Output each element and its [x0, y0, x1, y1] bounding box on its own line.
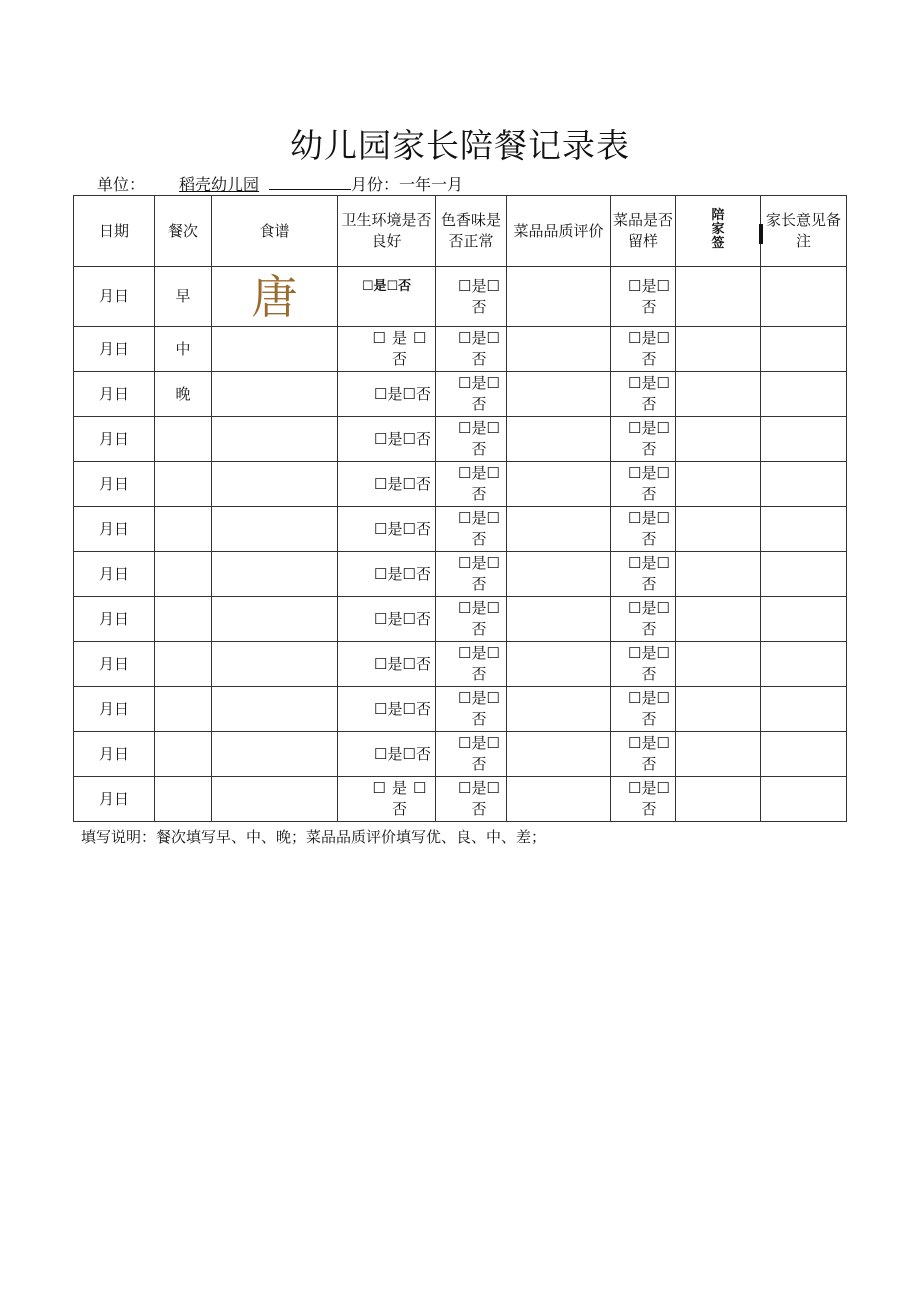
- sample-checkbox-cell[interactable]: ☐是☐否: [611, 267, 676, 327]
- meal-cell[interactable]: [155, 552, 212, 597]
- table-row: [74, 642, 847, 687]
- meal-cell[interactable]: [155, 732, 212, 777]
- meal-cell[interactable]: [155, 417, 212, 462]
- quality-cell[interactable]: [507, 552, 611, 597]
- hygiene-checkbox-cell[interactable]: ☐是☐否: [338, 597, 436, 642]
- flavor-checkbox-cell[interactable]: ☐是☐否: [436, 462, 507, 507]
- unit-value: 稻壳幼儿园: [179, 175, 260, 194]
- hygiene-checkbox-cell[interactable]: ☐是☐否: [338, 462, 436, 507]
- meal-cell[interactable]: [155, 687, 212, 732]
- sign-cell[interactable]: [676, 267, 761, 327]
- sign-cell[interactable]: [676, 417, 761, 462]
- quality-cell[interactable]: [507, 417, 611, 462]
- sample-checkbox-cell[interactable]: ☐是☐否: [611, 597, 676, 642]
- table-row: [74, 687, 847, 732]
- fill-instructions: 填写说明：餐次填写早、中、晚；菜品品质评价填写优、良、中、差；: [81, 828, 547, 846]
- table-row: [74, 777, 847, 822]
- hygiene-checkbox-cell[interactable]: ☐是☐否: [338, 642, 436, 687]
- flavor-checkbox-cell[interactable]: ☐是☐否: [436, 372, 507, 417]
- quality-cell[interactable]: [507, 642, 611, 687]
- meal-cell[interactable]: 晚: [155, 372, 212, 417]
- header-sign-text: 陪家签: [711, 208, 725, 251]
- date-cell[interactable]: 月日: [74, 552, 155, 597]
- table-row: [74, 372, 847, 417]
- opinion-cell[interactable]: [761, 462, 847, 507]
- hygiene-checkbox-cell[interactable]: ☐是☐否: [338, 267, 436, 327]
- header-recipe: 食谱: [212, 196, 338, 267]
- recipe-cell[interactable]: [212, 642, 338, 687]
- date-cell[interactable]: 月日: [74, 597, 155, 642]
- meal-cell[interactable]: [155, 507, 212, 552]
- date-cell[interactable]: 月日: [74, 642, 155, 687]
- recipe-cell[interactable]: [212, 327, 338, 372]
- recipe-cell[interactable]: [212, 507, 338, 552]
- hygiene-checkbox-cell[interactable]: ☐是☐否: [338, 687, 436, 732]
- sign-cell[interactable]: [676, 507, 761, 552]
- recipe-cell[interactable]: [212, 777, 338, 822]
- opinion-cell[interactable]: [761, 267, 847, 327]
- flavor-checkbox-cell[interactable]: ☐是☐否: [436, 507, 507, 552]
- sign-cell[interactable]: [676, 597, 761, 642]
- sample-checkbox-cell[interactable]: ☐是☐否: [611, 372, 676, 417]
- date-cell[interactable]: 月日: [74, 732, 155, 777]
- sample-checkbox-cell[interactable]: ☐是☐否: [611, 642, 676, 687]
- hygiene-checkbox-cell[interactable]: ☐是☐否: [338, 777, 436, 822]
- flavor-checkbox-cell[interactable]: ☐是☐否: [436, 327, 507, 372]
- opinion-cell[interactable]: [761, 417, 847, 462]
- unit-blank-line: [269, 175, 351, 190]
- meal-record-table: [73, 195, 847, 822]
- sign-cell[interactable]: [676, 372, 761, 417]
- sample-checkbox-cell[interactable]: ☐是☐否: [611, 462, 676, 507]
- header-sample: 菜品是否留样: [611, 196, 676, 267]
- sample-checkbox-cell[interactable]: ☐是☐否: [611, 777, 676, 822]
- table-row: [74, 462, 847, 507]
- date-cell[interactable]: 月日: [74, 462, 155, 507]
- month-label: 月份：一年一月: [351, 175, 464, 194]
- date-cell[interactable]: 月日: [74, 687, 155, 732]
- quality-cell[interactable]: [507, 732, 611, 777]
- hygiene-checkbox-cell[interactable]: ☐是☐否: [338, 552, 436, 597]
- opinion-cell[interactable]: [761, 372, 847, 417]
- meal-cell[interactable]: [155, 777, 212, 822]
- quality-cell[interactable]: [507, 507, 611, 552]
- quality-cell[interactable]: [507, 327, 611, 372]
- flavor-checkbox-cell[interactable]: ☐是☐否: [436, 687, 507, 732]
- sample-checkbox-cell[interactable]: ☐是☐否: [611, 507, 676, 552]
- recipe-cell[interactable]: [212, 417, 338, 462]
- hygiene-checkbox-cell[interactable]: ☐是☐否: [338, 417, 436, 462]
- sample-checkbox-cell[interactable]: ☐是☐否: [611, 552, 676, 597]
- opinion-cell[interactable]: [761, 777, 847, 822]
- recipe-cell[interactable]: [212, 372, 338, 417]
- date-cell[interactable]: 月日: [74, 777, 155, 822]
- date-cell[interactable]: 月日: [74, 417, 155, 462]
- hygiene-checkbox-cell[interactable]: ☐是☐否: [338, 372, 436, 417]
- header-hygiene: 卫生环境是否良好: [338, 196, 436, 267]
- sign-cell[interactable]: [676, 777, 761, 822]
- header-opinion: 家长意见备注: [761, 196, 847, 267]
- sample-checkbox-cell[interactable]: ☐是☐否: [611, 732, 676, 777]
- quality-cell[interactable]: [507, 462, 611, 507]
- hygiene-checkbox-cell[interactable]: ☐是☐否: [338, 732, 436, 777]
- date-cell[interactable]: 月日: [74, 267, 155, 327]
- flavor-checkbox-cell[interactable]: ☐是☐否: [436, 732, 507, 777]
- table-row: [74, 597, 847, 642]
- meal-cell[interactable]: 早: [155, 267, 212, 327]
- edge-mark: [759, 224, 763, 244]
- sample-checkbox-cell[interactable]: ☐是☐否: [611, 687, 676, 732]
- table-row: [74, 732, 847, 777]
- recipe-cell[interactable]: [212, 462, 338, 507]
- table-row: [74, 417, 847, 462]
- form-meta: [97, 172, 463, 195]
- table-row: [74, 267, 847, 327]
- header-date: 日期: [74, 196, 155, 267]
- header-flavor: 色香味是否正常: [436, 196, 507, 267]
- meal-cell[interactable]: [155, 462, 212, 507]
- table-row: [74, 552, 847, 597]
- quality-cell[interactable]: [507, 597, 611, 642]
- opinion-cell[interactable]: [761, 552, 847, 597]
- opinion-cell[interactable]: [761, 642, 847, 687]
- quality-cell[interactable]: [507, 372, 611, 417]
- sample-checkbox-cell[interactable]: ☐是☐否: [611, 417, 676, 462]
- recipe-cell[interactable]: [212, 732, 338, 777]
- date-cell[interactable]: 月日: [74, 327, 155, 372]
- sign-cell[interactable]: [676, 732, 761, 777]
- date-cell[interactable]: 月日: [74, 372, 155, 417]
- meal-cell[interactable]: 中: [155, 327, 212, 372]
- sign-cell[interactable]: [676, 642, 761, 687]
- sign-cell[interactable]: [676, 552, 761, 597]
- sign-cell[interactable]: [676, 462, 761, 507]
- recipe-cell[interactable]: [212, 267, 338, 327]
- opinion-cell[interactable]: [761, 732, 847, 777]
- flavor-checkbox-cell[interactable]: ☐是☐否: [436, 417, 507, 462]
- header-sign: [676, 196, 761, 267]
- recipe-cell[interactable]: [212, 687, 338, 732]
- quality-cell[interactable]: [507, 777, 611, 822]
- hygiene-checkbox-cell[interactable]: ☐是☐否: [338, 327, 436, 372]
- unit-label: 单位：: [97, 175, 146, 194]
- form-title: 幼儿园家长陪餐记录表: [290, 126, 630, 165]
- table-row: [74, 507, 847, 552]
- meal-cell[interactable]: [155, 642, 212, 687]
- date-cell[interactable]: 月日: [74, 507, 155, 552]
- opinion-cell[interactable]: [761, 507, 847, 552]
- sign-cell[interactable]: [676, 327, 761, 372]
- table-row: [74, 327, 847, 372]
- header-row: [74, 196, 847, 267]
- quality-cell[interactable]: [507, 267, 611, 327]
- flavor-checkbox-cell[interactable]: ☐是☐否: [436, 267, 507, 327]
- header-quality: 菜品品质评价: [507, 196, 611, 267]
- flavor-checkbox-cell[interactable]: ☐是☐否: [436, 777, 507, 822]
- sample-checkbox-cell[interactable]: ☐是☐否: [611, 327, 676, 372]
- header-meal: 餐次: [155, 196, 212, 267]
- hygiene-checkbox-cell[interactable]: ☐是☐否: [338, 507, 436, 552]
- recipe-cell[interactable]: [212, 597, 338, 642]
- flavor-checkbox-cell[interactable]: ☐是☐否: [436, 552, 507, 597]
- opinion-cell[interactable]: [761, 687, 847, 732]
- recipe-cell[interactable]: [212, 552, 338, 597]
- opinion-cell[interactable]: [761, 327, 847, 372]
- flavor-checkbox-cell[interactable]: ☐是☐否: [436, 642, 507, 687]
- meal-cell[interactable]: [155, 597, 212, 642]
- quality-cell[interactable]: [507, 687, 611, 732]
- opinion-cell[interactable]: [761, 597, 847, 642]
- flavor-checkbox-cell[interactable]: ☐是☐否: [436, 597, 507, 642]
- stamp-mark: 唐: [251, 269, 298, 324]
- sign-cell[interactable]: [676, 687, 761, 732]
